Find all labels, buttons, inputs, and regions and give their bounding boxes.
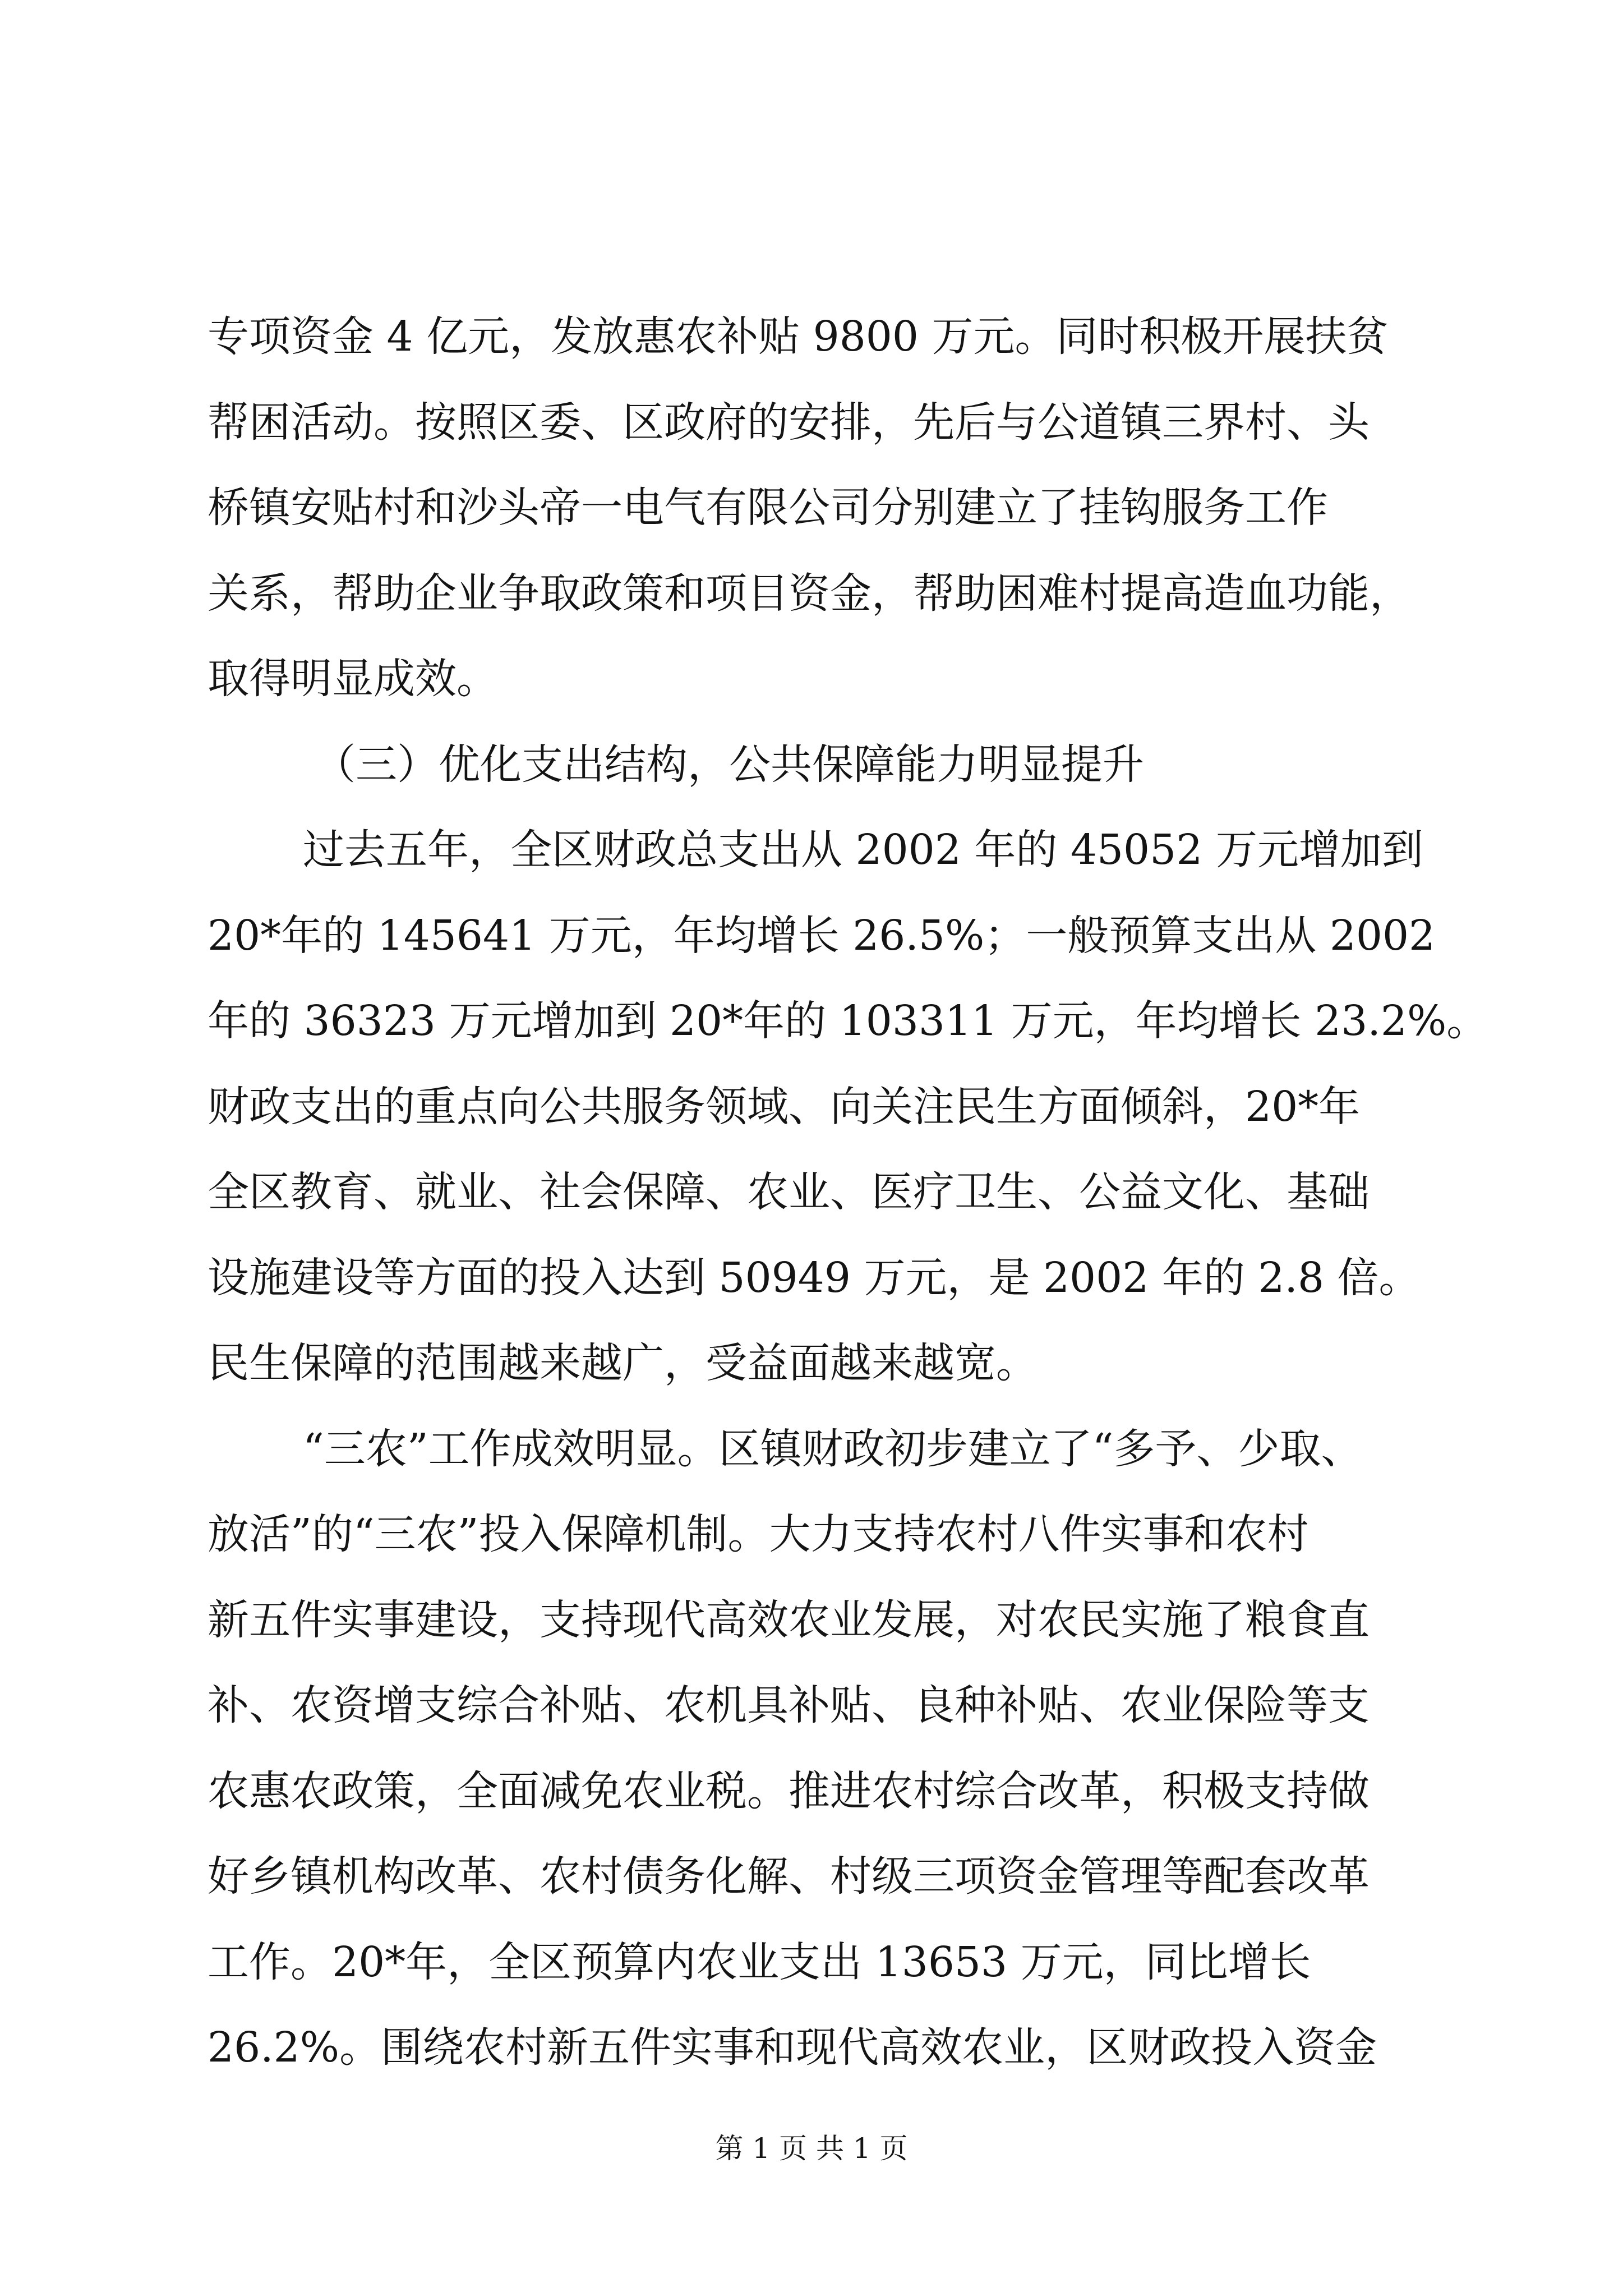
text-line-5: 取得明显成效。 bbox=[208, 655, 498, 703]
text-line-10: 财政支出的重点向公共服务领域、向关注民生方面倾斜，20*年 bbox=[208, 1083, 1361, 1131]
text-line-4: 关系，帮助企业争取政策和项目资金，帮助困难村提高造血功能， bbox=[208, 569, 1411, 618]
text-line-12: 设施建设等方面的投入达到 50949 万元，是 2002 年的 2.8 倍。 bbox=[208, 1254, 1421, 1302]
text-line-15: 放活”的“三农”投入保障机制。大力支持农村八件实事和农村 bbox=[208, 1510, 1309, 1558]
text-line-8: 20*年的 145641 万元，年均增长 26.5%；一般预算支出从 2002 bbox=[208, 912, 1436, 960]
text-line-9: 年的 36323 万元增加到 20*年的 103311 万元，年均增长 23.2%。 bbox=[208, 997, 1488, 1045]
text-line-16: 新五件实事建设，支持现代高效农业发展，对农民实施了粮食直 bbox=[208, 1596, 1370, 1644]
text-line-21: 26.2%。围绕农村新五件实事和现代高效农业，区财政投入资金 bbox=[208, 2023, 1377, 2072]
text-line-13: 民生保障的范围越来越广，受益面越来越宽。 bbox=[208, 1339, 1038, 1387]
text-line-18: 农惠农政策，全面减免农业税。推进农村综合改革，积极支持做 bbox=[208, 1767, 1370, 1815]
text-line-11: 全区教育、就业、社会保障、农业、医疗卫生、公益文化、基础 bbox=[208, 1168, 1370, 1216]
text-line-7: 过去五年，全区财政总支出从 2002 年的 45052 万元增加到 bbox=[303, 826, 1423, 874]
text-line-19: 好乡镇机构改革、农村债务化解、村级三项资金管理等配套改革 bbox=[208, 1852, 1370, 1901]
text-line-20: 工作。20*年，全区预算内农业支出 13653 万元，同比增长 bbox=[208, 1938, 1311, 1986]
text-line-14: “三农”工作成效明显。区镇财政初步建立了“多予、少取、 bbox=[303, 1425, 1363, 1473]
text-line-3: 桥镇安贴村和沙头帝一电气有限公司分别建立了挂钩服务工作 bbox=[208, 484, 1328, 532]
text-line-1: 专项资金 4 亿元，发放惠农补贴 9800 万元。同时积极开展扶贫 bbox=[208, 312, 1389, 361]
text-line-2: 帮困活动。按照区委、区政府的安排，先后与公道镇三界村、头 bbox=[208, 398, 1370, 447]
text-line-17: 补、农资增支综合补贴、农机具补贴、良种补贴、农业保险等支 bbox=[208, 1681, 1370, 1729]
section-heading: （三）优化支出结构，公共保障能力明显提升 bbox=[314, 740, 1144, 789]
page-footer: 第 1 页 共 1 页 bbox=[715, 2132, 908, 2165]
